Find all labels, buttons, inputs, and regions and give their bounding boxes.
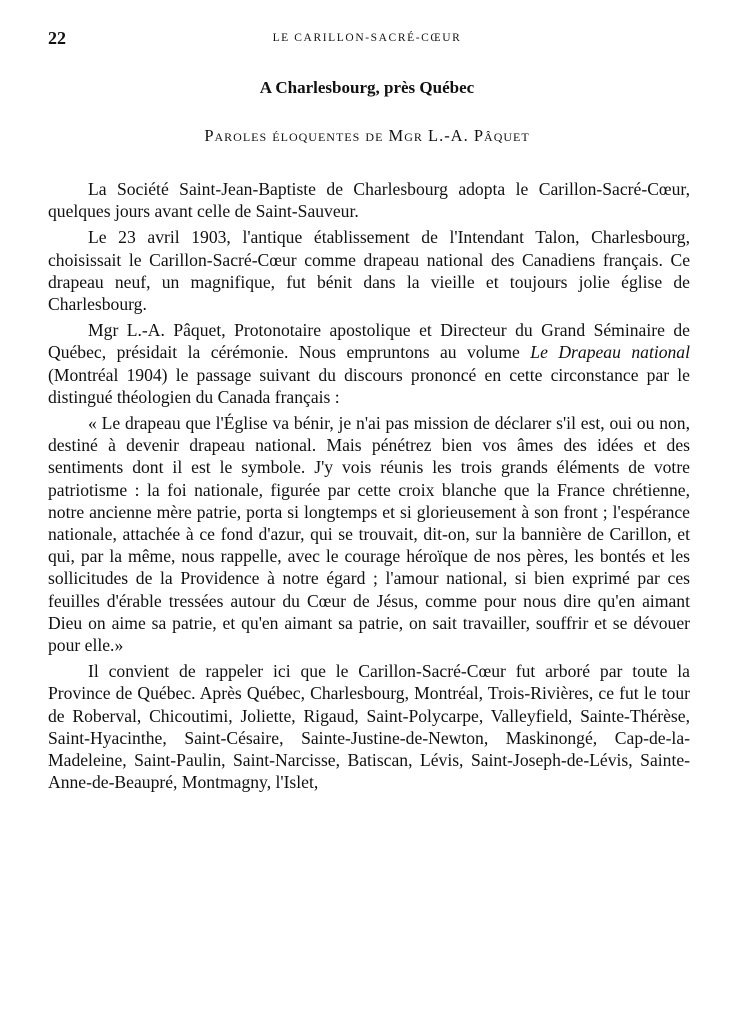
running-title: LE CARILLON-SACRÉ-CŒUR — [272, 32, 462, 44]
section-title: A Charlesbourg, près Québec — [259, 78, 475, 97]
paragraph-3-text-after: (Montréal 1904) le passage suivant du discours prononcé en cette circonstance par le distingué théologien du Canada français : — [48, 364, 690, 407]
paragraph-2: Le 23 avril 1903, l'antique établissement de l'Intendant Talon, Charlesbourg, choisissait le Carillon-Sacré-Cœur comme drapeau national des Canadiens français. Ce drapeau neuf, un magnifique, fut bénit dans la vieille et toujours jolie église de Charlesbourg. — [48, 227, 690, 315]
section-subtitle: Paroles éloquentes de Mgr L.-A. Pâquet — [204, 126, 530, 145]
book-title-italic: Le Drapeau national — [530, 342, 690, 363]
running-head — [48, 28, 686, 52]
quoted-speech: « Le drapeau que l'Église va bénir, je n'ai pas mission de déclarer s'il est, oui ou non, destiné à devenir drapeau national. Mais pénétrez bien vos âmes des idées et des sentiments dont il est le symbole. J'y vois réunis les trois grands éléments de votre patriotisme : la foi nationale, figurée par cette croix blanche que la France chrétienne, notre ancienne mère patrie, porta si longtemps et si glorieusement à son front ; l'espérance nationale, attachée à ce fond d'azur, qui se trouvait, dit-on, sur la bannière de Carillon, et qui, par la même, nous rappelle, avec le courage héroïque de nos pères, les bontés et les sollicitudes de la Providence à notre égard ; l'amour national, si bien exprimé par ces feuilles d'érable tressées autour du Cœur de Jésus, comme pour nous dire qu'en aimant Dieu on aime sa patrie, et qu'en aimant sa patrie, on sait travailler, souffrir et se dévouer pour elle.» — [48, 413, 690, 656]
paragraph-3-text-before: Mgr L.-A. Pâquet, Protonotaire apostolique et Directeur du Grand Séminaire de Québec, présidait la cérémonie. Nous empruntons au volume — [48, 320, 690, 363]
paragraph-1: La Société Saint-Jean-Baptiste de Charlesbourg adopta le Carillon-Sacré-Cœur, quelques jours avant celle de Saint-Sauveur. — [48, 179, 690, 222]
paragraph-3 — [48, 319, 690, 408]
body-text — [48, 178, 690, 797]
paragraph-5: Il convient de rappeler ici que le Carillon-Sacré-Cœur fut arboré par toute la Province de Québec. Après Québec, Charlesbourg, Montréal, Trois-Rivières, ce fut le tour de Roberval, Chicoutimi, Joliette, Rigaud, Saint-Polycarpe, Valleyfield, Sainte-Thérèse, Saint-Hyacinthe, Saint-Césaire, Sainte-Justine-de-Newton, Maskinongé, Cap-de-la-Madeleine, Saint-Paulin, Saint-Narcisse, Batiscan, Lévis, Saint-Joseph-de-Lévis, Sainte-Anne-de-Beaupré, Montmagny, l'Islet, — [48, 661, 690, 793]
page-number: 22 — [48, 28, 66, 48]
